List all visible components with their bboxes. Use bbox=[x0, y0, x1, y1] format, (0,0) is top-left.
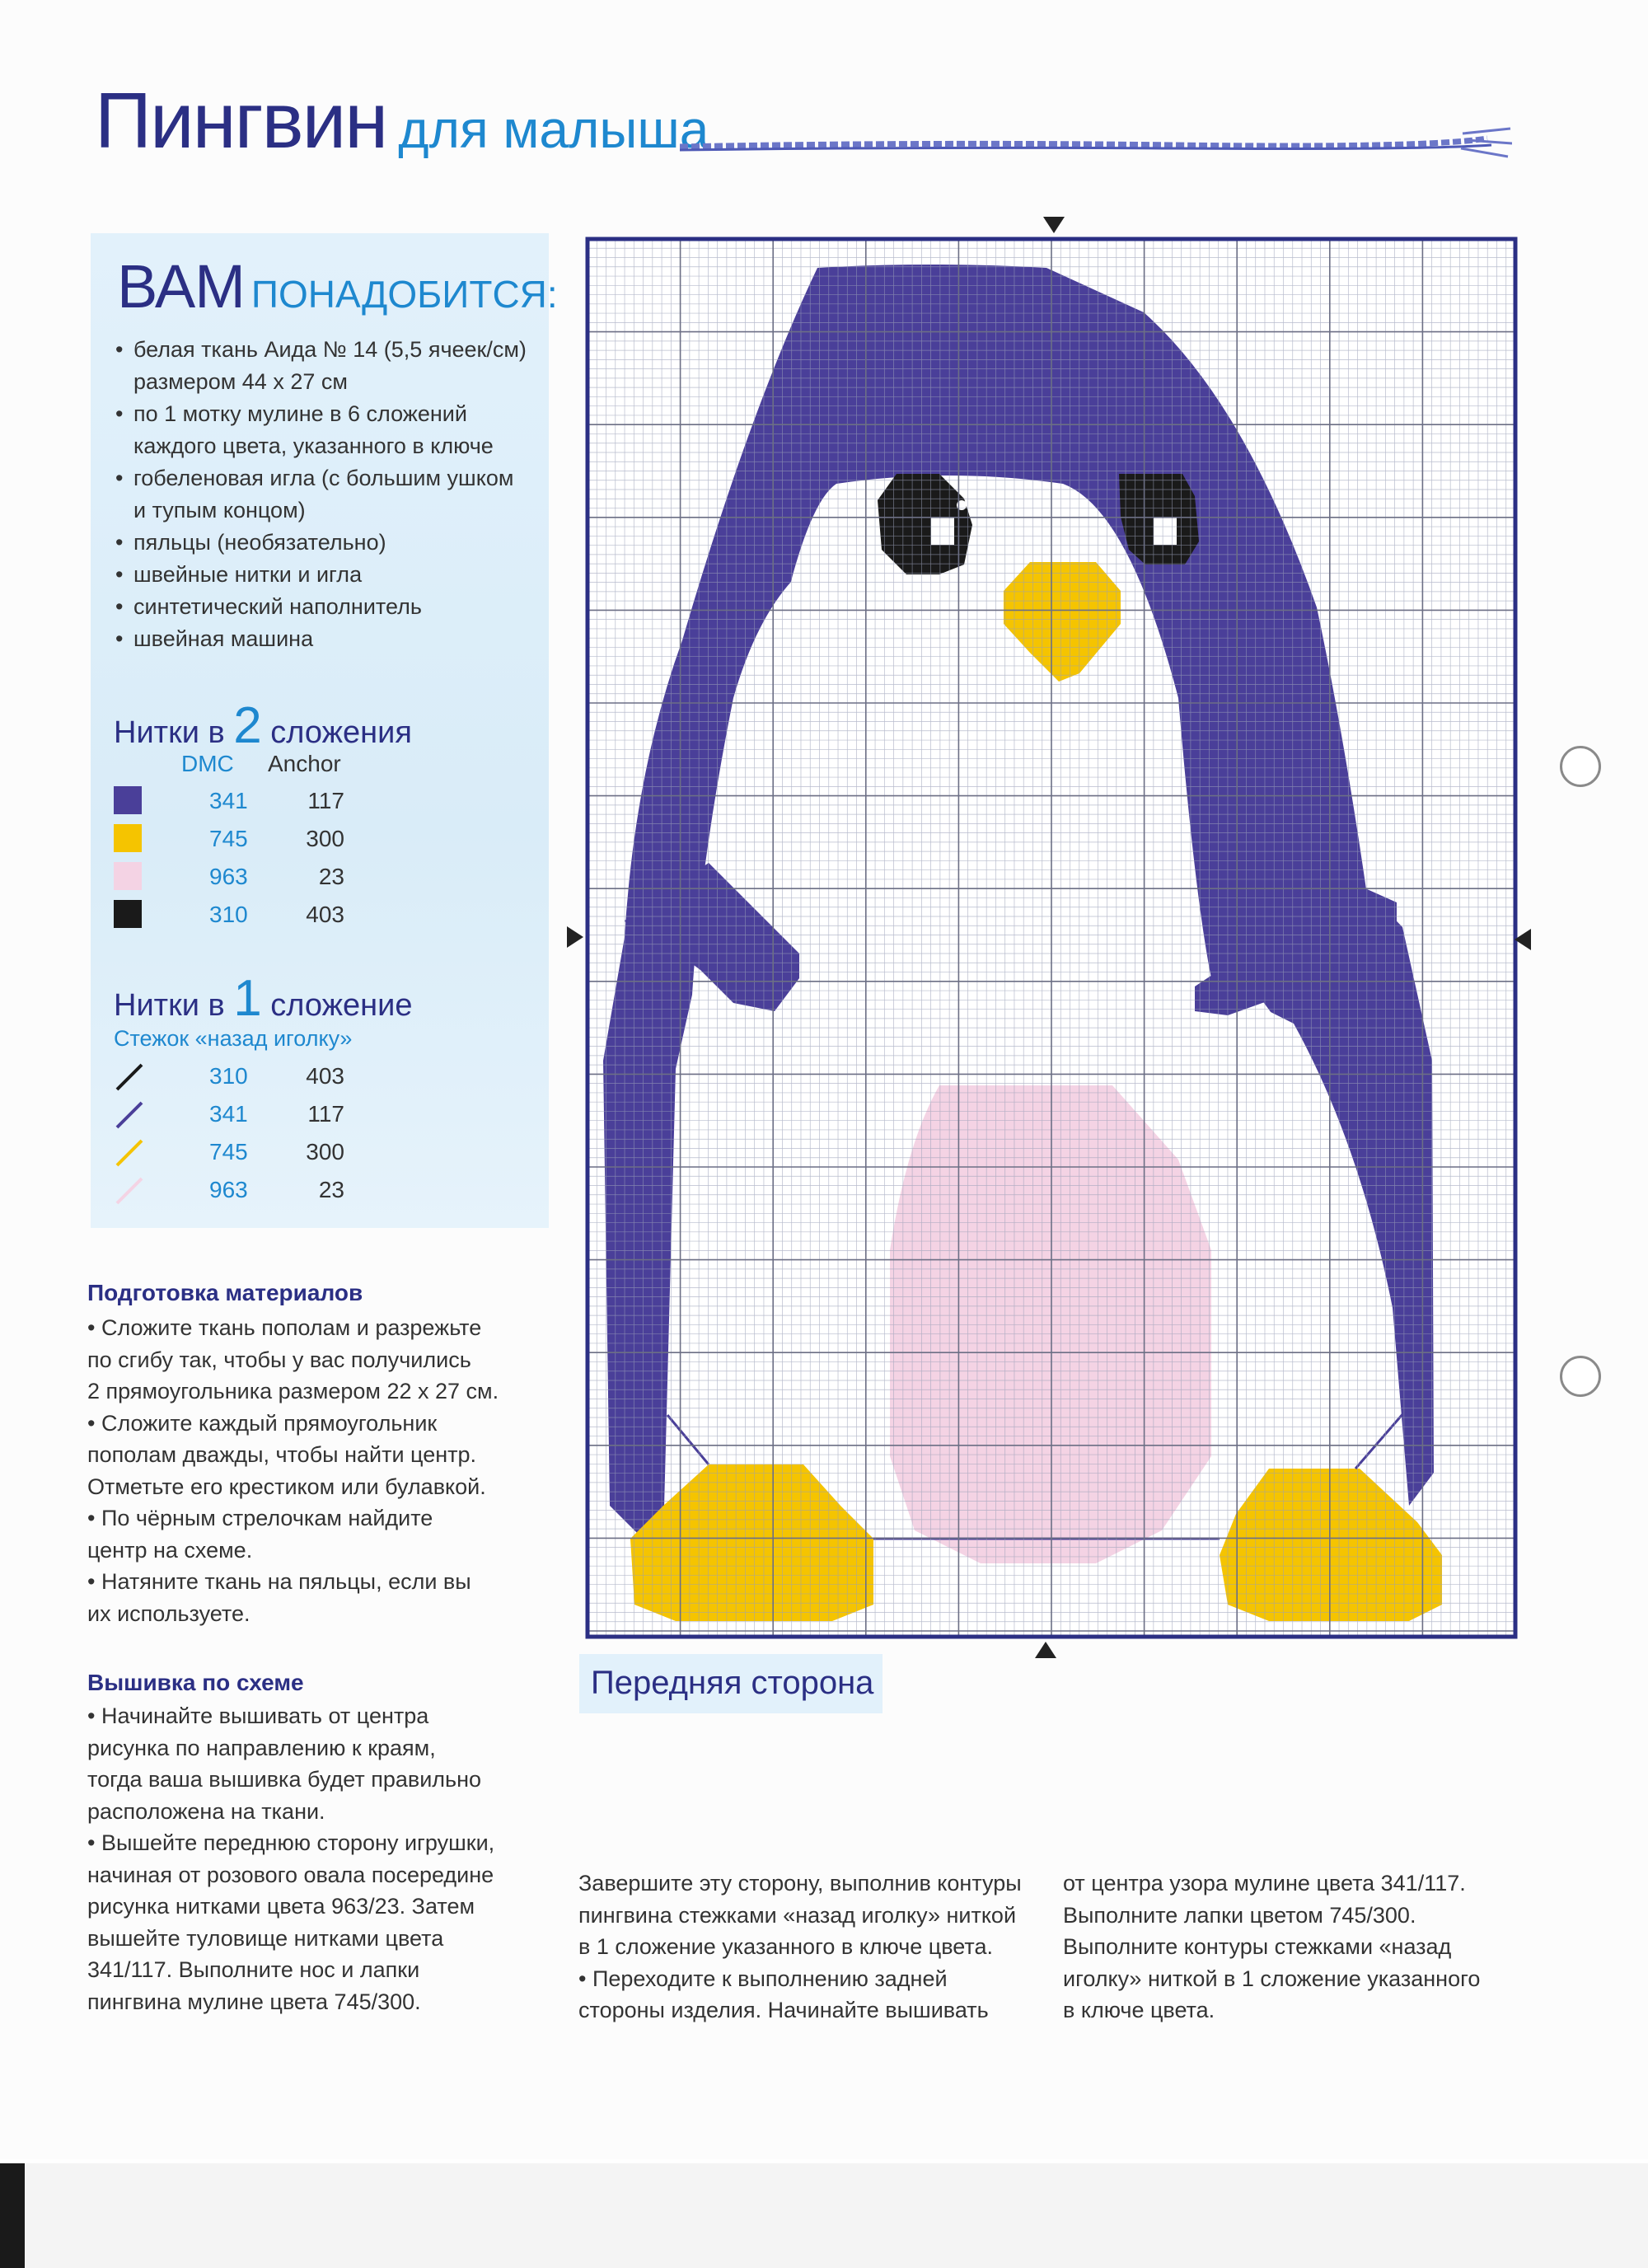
key1-subtitle: Стежок «назад иголку» bbox=[114, 1026, 353, 1051]
right-column-text bbox=[1063, 1867, 1480, 2027]
materials-item-line: каждого цвета, указанного в ключе bbox=[133, 433, 494, 458]
materials-item-line: • белая ткань Аида № 14 (5,5 ячеек/см) bbox=[133, 337, 527, 362]
text-line: 2 прямоугольника размером 22 х 27 см. bbox=[87, 1379, 499, 1403]
text-line: 341/117. Выполните нос и лапки bbox=[87, 1957, 420, 1982]
materials-item bbox=[115, 623, 544, 655]
materials-item-line: • гобеленовая игла (с большим ушком bbox=[133, 466, 514, 490]
anchor-code: 23 bbox=[318, 1177, 344, 1202]
dmc-code: 310 bbox=[209, 1063, 248, 1089]
color-swatch bbox=[114, 824, 142, 852]
title-sub: для малыша bbox=[398, 100, 709, 159]
materials-item-line: • синтетический наполнитель bbox=[133, 594, 422, 619]
materials-item-line: и тупым концом) bbox=[133, 498, 306, 522]
color-swatch bbox=[114, 900, 142, 928]
text-line: вышейте туловище нитками цвета bbox=[87, 1925, 444, 1951]
text-line: • По чёрным стрелочкам найдите bbox=[87, 1506, 433, 1530]
materials-box bbox=[91, 233, 558, 1228]
materials-item bbox=[115, 462, 544, 527]
materials-heading: ВАМ ПОНАДОБИТСЯ: bbox=[117, 252, 558, 321]
text-line: Выполните контуры стежками «назад bbox=[1063, 1934, 1452, 1959]
page-title bbox=[95, 76, 709, 166]
materials-item-line: • швейная машина bbox=[133, 626, 314, 651]
anchor-code: 403 bbox=[306, 902, 344, 927]
color-swatch bbox=[114, 1174, 147, 1207]
key1-row bbox=[114, 1172, 526, 1205]
text-line: рисунка по направлению к краям, bbox=[87, 1735, 436, 1760]
materials-item-line: размером 44 х 27 см bbox=[133, 369, 348, 394]
embroidery-title: Вышивка по схеме bbox=[87, 1670, 304, 1695]
anchor-code: 300 bbox=[306, 826, 344, 851]
text-line: Отметьте его крестиком или булавкой. bbox=[87, 1474, 486, 1499]
materials-item bbox=[115, 559, 544, 591]
text-line: начиная от розового овала посередине bbox=[87, 1862, 494, 1887]
center-arrow-top bbox=[1043, 217, 1065, 233]
dmc-code: 745 bbox=[209, 1139, 248, 1164]
dmc-code: 341 bbox=[209, 1101, 248, 1127]
key2-col-anchor: Anchor bbox=[268, 751, 341, 776]
text-line: • Вышейте переднюю сторону игрушки, bbox=[87, 1830, 495, 1855]
key2-row bbox=[114, 821, 526, 854]
materials-item-line: • по 1 мотку мулине в 6 сложений bbox=[133, 401, 467, 426]
materials-item bbox=[115, 527, 544, 559]
color-swatch bbox=[114, 862, 142, 890]
anchor-code: 117 bbox=[307, 1101, 344, 1127]
key2-row bbox=[114, 783, 526, 816]
text-line: • Начинайте вышивать от центра bbox=[87, 1703, 429, 1728]
key2-col-dmc: DMC bbox=[181, 751, 234, 776]
text-line: • Натяните ткань на пяльцы, если вы bbox=[87, 1569, 471, 1594]
text-line: по сгибу так, чтобы у вас получились bbox=[87, 1347, 471, 1372]
text-line: пингвина мулине цвета 745/300. bbox=[87, 1989, 421, 2014]
prep-title: Подготовка материалов bbox=[87, 1280, 363, 1305]
text-line: тогда ваша вышивка будет правильно bbox=[87, 1767, 482, 1792]
text-line: рисунка нитками цвета 963/23. Затем bbox=[87, 1894, 475, 1919]
center-arrow-right bbox=[1515, 929, 1531, 950]
middle-column-text bbox=[578, 1867, 1022, 2027]
center-arrow-left bbox=[567, 926, 583, 948]
materials-item bbox=[115, 591, 544, 623]
text-line: пополам дважды, чтобы найти центр. bbox=[87, 1442, 476, 1467]
dmc-code: 341 bbox=[209, 788, 248, 813]
text-line: Завершите эту сторону, выполнив контуры bbox=[578, 1871, 1022, 1895]
materials-item-line: • пяльцы (необязательно) bbox=[133, 530, 386, 555]
text-line: • Сложите каждый прямоугольник bbox=[87, 1410, 438, 1436]
text-line: Выполните лапки цветом 745/300. bbox=[1063, 1902, 1416, 1928]
text-line: центр на схеме. bbox=[87, 1537, 253, 1563]
text-line: в ключе цвета. bbox=[1063, 1998, 1215, 2022]
right-eye-highlight bbox=[1154, 517, 1177, 545]
text-line: стороны изделия. Начинайте вышивать bbox=[578, 1998, 989, 2022]
cross-stitch-chart bbox=[585, 237, 1518, 1639]
color-swatch bbox=[114, 1098, 147, 1131]
text-line: • Сложите ткань пополам и разрежьте bbox=[87, 1315, 482, 1340]
text-line: пингвина стежками «назад иголку» ниткой bbox=[578, 1902, 1017, 1928]
key2-row bbox=[114, 859, 526, 892]
dmc-code: 963 bbox=[209, 1177, 248, 1202]
dmc-code: 310 bbox=[209, 902, 248, 927]
chart-caption-text: Передняя сторона bbox=[591, 1665, 874, 1701]
key2-heading: Нитки в 2 сложения bbox=[114, 697, 412, 754]
materials-item bbox=[115, 334, 544, 398]
center-arrow-bottom bbox=[1035, 1642, 1056, 1658]
prep-text bbox=[87, 1312, 499, 1629]
key1-row bbox=[114, 1134, 526, 1167]
materials-item-line: • швейные нитки и игла bbox=[133, 562, 363, 587]
scan-edge bbox=[0, 2163, 25, 2268]
anchor-code: 117 bbox=[307, 788, 344, 813]
materials-list bbox=[115, 334, 544, 655]
color-swatch bbox=[114, 1136, 147, 1169]
text-line: • Переходите к выполнению задней bbox=[578, 1966, 948, 1991]
anchor-code: 403 bbox=[306, 1063, 344, 1089]
dmc-code: 963 bbox=[209, 864, 248, 889]
decorative-thread bbox=[680, 124, 1512, 173]
key1-row bbox=[114, 1096, 526, 1129]
binder-hole-bottom bbox=[1560, 1356, 1601, 1397]
color-swatch bbox=[114, 1060, 147, 1093]
text-line: их используете. bbox=[87, 1600, 250, 1626]
materials-item bbox=[115, 398, 544, 462]
chart-caption bbox=[579, 1654, 883, 1713]
binder-hole-top bbox=[1560, 746, 1601, 787]
title-main: Пингвин bbox=[95, 77, 387, 165]
key1-row bbox=[114, 1058, 526, 1091]
anchor-code: 23 bbox=[318, 864, 344, 889]
anchor-code: 300 bbox=[306, 1139, 344, 1164]
embroidery-text bbox=[87, 1700, 494, 2017]
text-line: от центра узора мулине цвета 341/117. bbox=[1063, 1871, 1466, 1895]
scan-bottom-strip bbox=[0, 2163, 1648, 2268]
text-line: расположена на ткани. bbox=[87, 1798, 325, 1824]
text-line: в 1 сложение указанного в ключе цвета. bbox=[578, 1934, 994, 1959]
left-eye-highlight bbox=[931, 517, 954, 545]
text-line: иголку» ниткой в 1 сложение указанного bbox=[1063, 1966, 1481, 1991]
key1-heading: Нитки в 1 сложение bbox=[114, 970, 413, 1027]
dmc-code: 745 bbox=[209, 826, 248, 851]
key2-row bbox=[114, 897, 526, 930]
color-swatch bbox=[114, 786, 142, 814]
